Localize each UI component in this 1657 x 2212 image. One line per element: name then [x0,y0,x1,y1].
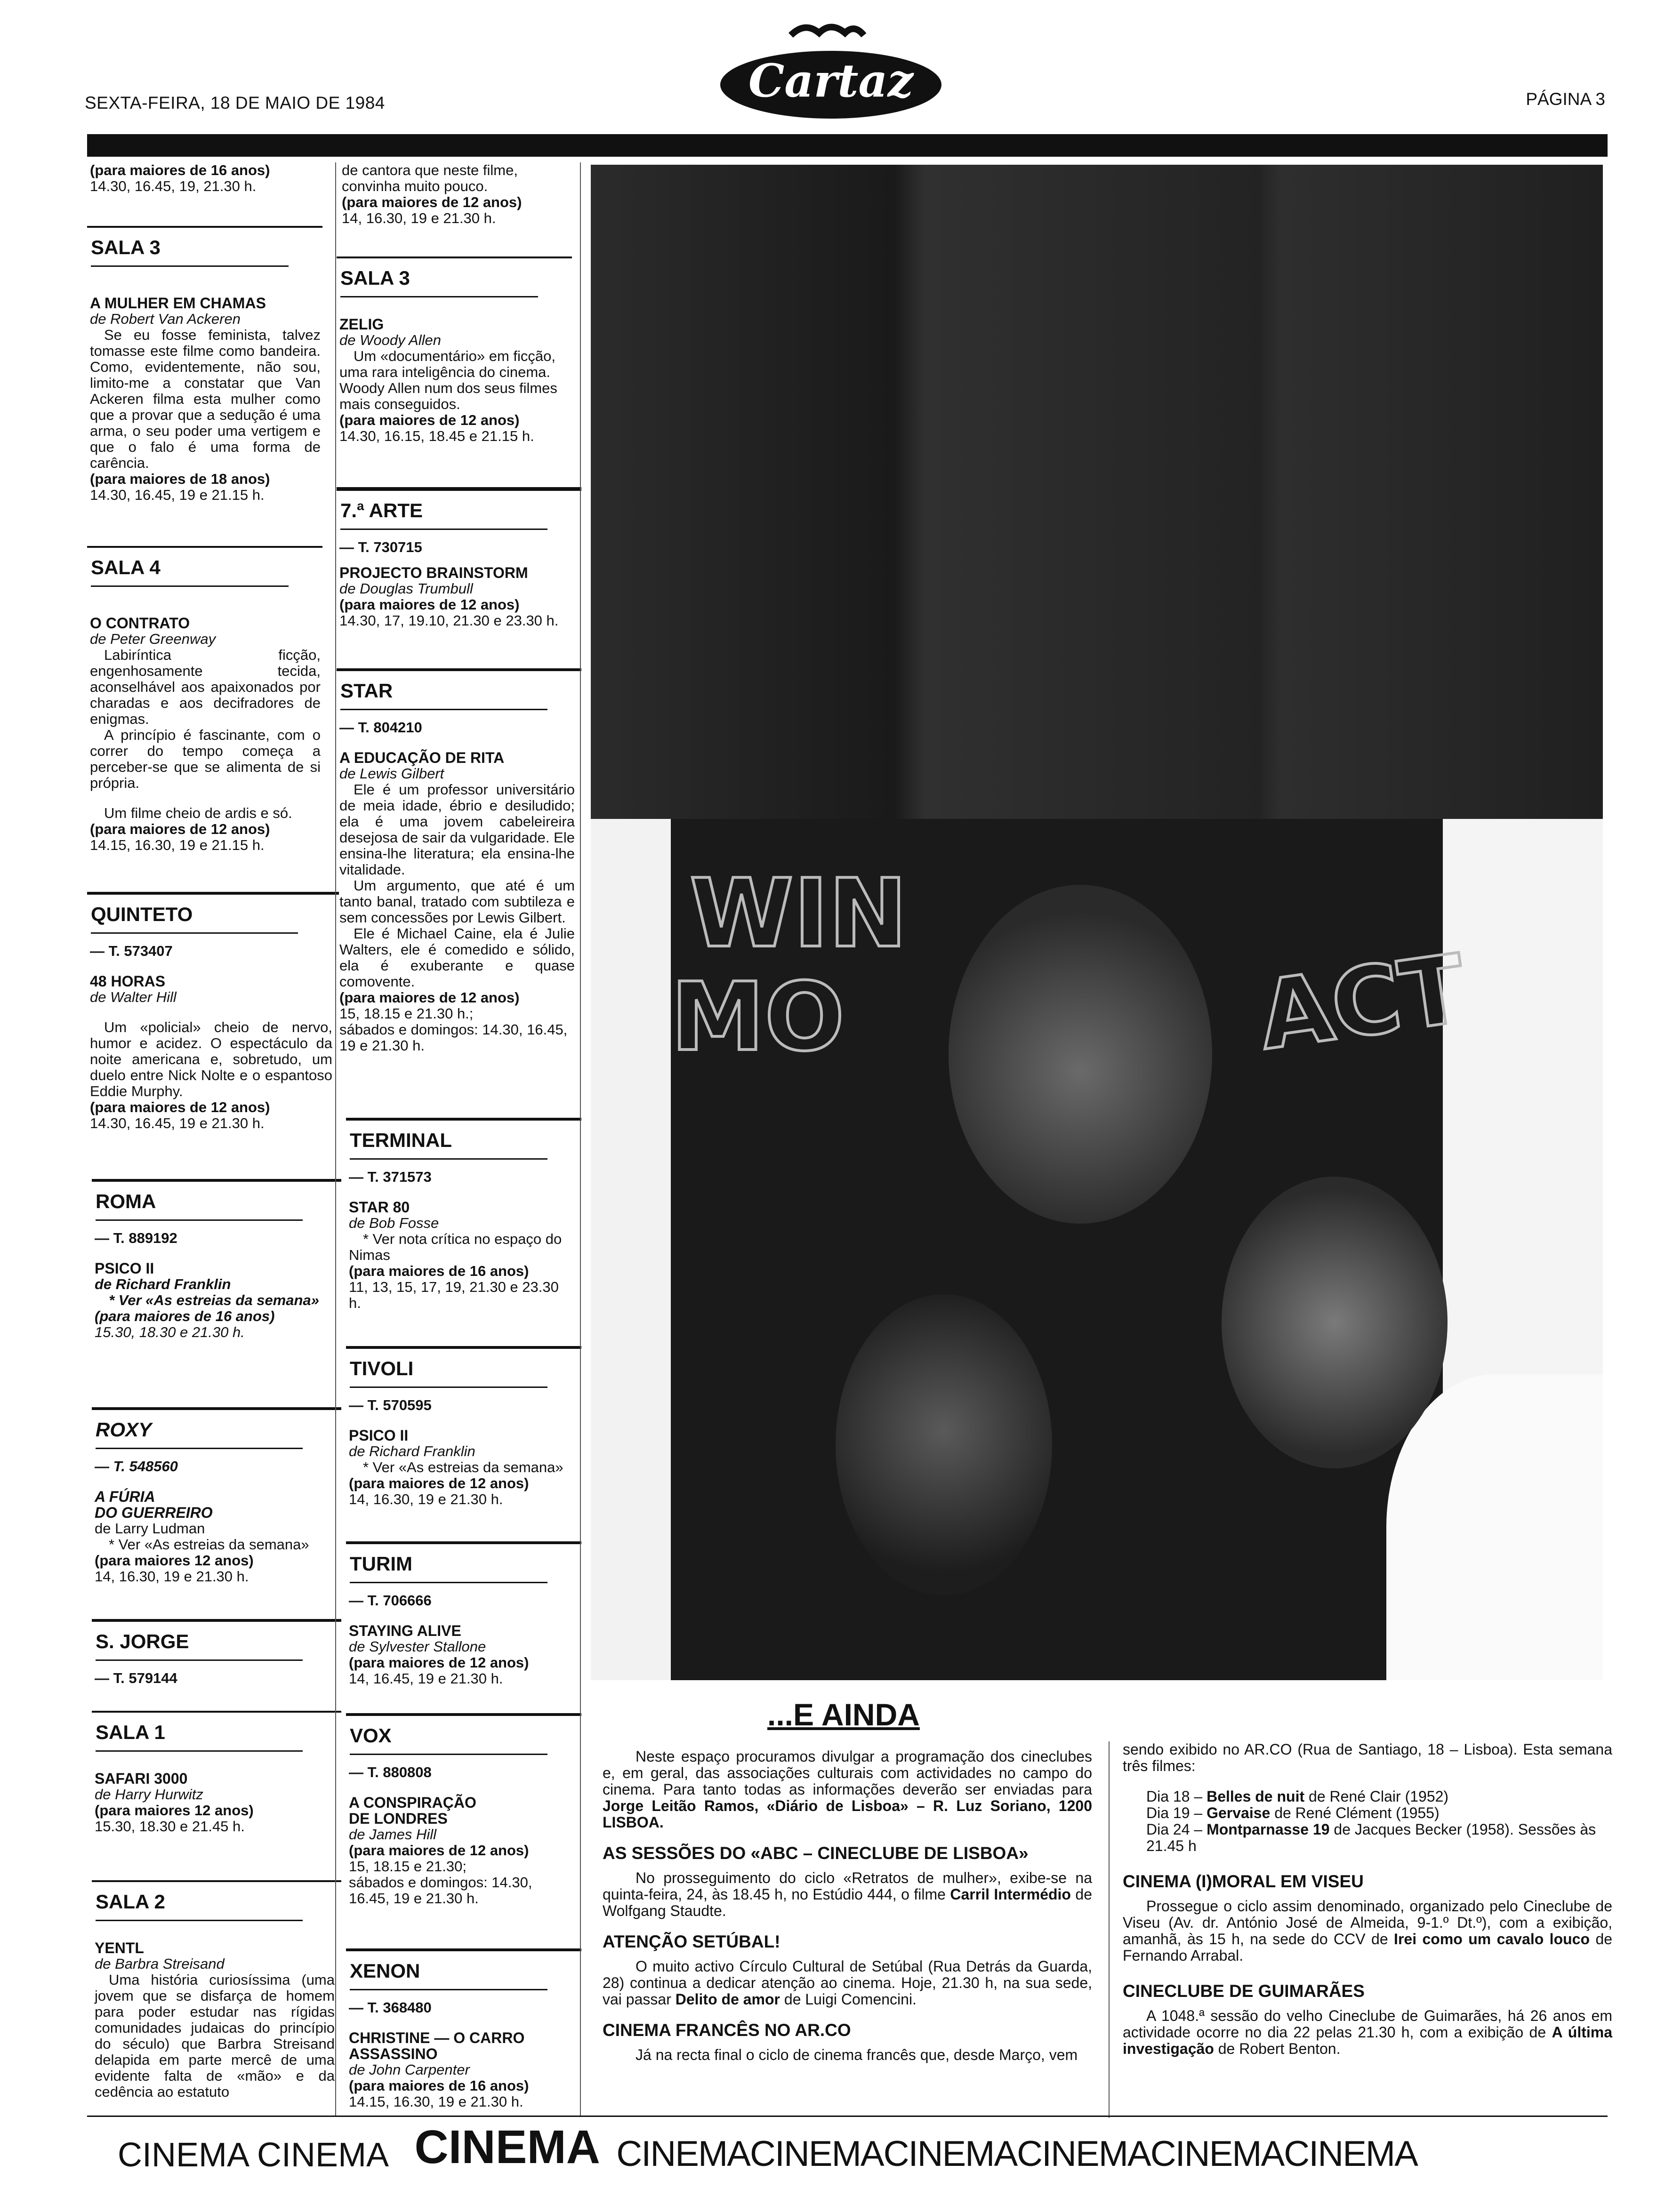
listings-column-2: de cantora que neste filme, convinha muito pouco. (para maiores de 12 anos) 14, 16.30, 19 e 21.30 h. [342,162,522,226]
cartaz-logo [716,16,946,129]
section-title: ...E AINDA [767,1697,920,1732]
header-bar [87,134,1608,157]
arco-heading: CINEMA FRANCÊS NO AR.CO [603,2020,851,2040]
face-shape [836,1294,1052,1595]
venue-s-jorge: S. JORGE — T. 579144 [92,1619,341,1686]
venue-star: STAR — T. 804210 A EDUCAÇÃO DE RITA de Lewis Gilbert Ele é um professor universitário de meia idade, ébrio e desiludido; ela é uma jovem cabeleireira desejosa de sair da vulgaridade. Ele ensina-lhe literatura; ela ensina-lhe vitalidade. Um argumento, que até é um tanto banal, tratado com subtileza e sem concessões por Lewis Gilbert. Ele é Michael Caine, ela é Julie Walters, ele é comedido e sólido, ela é exuberante e quase comovente. (para maiores de 12 anos) 15, 18.15 e 21.30 h.; sábados e domingos: 14.30, 16.45, 19 e 21.30 h. [337,668,581,1054]
setubal-heading: ATENÇÃO SETÚBAL! [603,1932,780,1951]
svg-text:WIN: WIN [690,859,908,969]
ainda-column-left: Neste espaço procuramos divulgar a programação dos cineclubes e, em geral, das associações culturais com actividades no campo do cinema. Para tanto todas as informações deverão ser enviadas para Jorge Leitão Ramos, «Diário de Lisboa» – R. Luz Soriano, 1200 LISBOA. AS SESSÕES DO «ABC – CINECLUBE DE LISBOA» No prosseguimento do ciclo «Retratos de mulher», exibe-se na quinta-feira, 24, às 18.45 h, no Estúdio 444, o filme Carril Intermédio de Wolfgang Staudte. ATENÇÃO SETÚBAL! O muito activo Círculo Cultural de Setúbal (Rua Detrás da Guarda, 28) continua a dedicar atenção ao cinema. Hoje, 21.30 h, na sua sede, vai passar Delito de amor de Luigi Comencini. CINEMA FRANCÊS NO AR.CO Já na recta final o ciclo de cinema francês que, desde Março, vem [603,1748,1093,2063]
venue-terminal: TERMINAL — T. 371573 STAR 80 de Bob Fosse * Ver nota crítica no espaço do Nimas (para maiores de 16 anos) 11, 13, 15, 17, 19, 21.30 e 23.30 h. [346,1118,581,1311]
venue-sala2: SALA 2 YENTL de Barbra Streisand Uma história curiosíssima (uma jovem que se disfarça de homem para poder estudar nas rígidas comunidades judaicas do princípio do século) que Barbra Streisand delapida em parte mercê de uma evidente falta de «mão» e da cedência ao estatuto [92,1880,341,2100]
venue-sala3: SALA 3 A MULHER EM CHAMAS de Robert Van Ackeren Se eu fosse feminista, talvez tomasse este filme como bandeira. Como, evidentemente, não sou, limito-me a constatar que Van Ackeren filma esta mulher como que a provar que a sedução é uma arma, o seu poder uma vertigem e que o falo é uma forma de carência. (para maiores de 18 anos) 14.30, 16.45, 19 e 21.15 h. [87,226,322,503]
venue-sala1: SALA 1 SAFARI 3000 de Harry Hurwitz (para maiores 12 anos) 15.30, 18.30 e 21.45 h. [92,1711,341,1835]
venue-vox: VOX — T. 880808 A CONSPIRAÇÃO DE LONDRES de James Hill (para maiores de 12 anos) 15, 18.15 e 21.30; sábados e domingos: 14.30, 16.45, 19 e 21.30 h. [346,1713,581,1907]
listings-column-1 [87,162,330,194]
issue-date: SEXTA-FEIRA, 18 DE MAIO DE 1984 [85,93,385,112]
face-shape [1222,1177,1448,1468]
film-still-photo [591,819,1603,1680]
venue-tivoli: TIVOLI — T. 570595 PSICO II de Richard Franklin * Ver «As estreias da semana» (para maiores de 12 anos) 14, 16.30, 19 e 21.30 h. [346,1346,581,1507]
venue-sala4: SALA 4 O CONTRATO de Peter Greenway Labiríntica ficção, engenhosamente tecida, aconselhável aos apaixonados por charadas e aos decifradores de enigmas. A princípio é fascinante, com o correr do tempo começa a perceber-se que se alimenta de si própria. Um filme cheio de ardis e só. (para maiores de 12 anos) 14.15, 16.30, 19 e 21.15 h. [87,546,322,853]
column-divider [580,162,581,2116]
page-number: PÁGINA 3 [1526,89,1605,109]
column-divider [335,162,336,2116]
venue-sala3-b: SALA 3 ZELIG de Woody Allen Um «documentário» em ficção, uma rara inteligência do cinema. Woody Allen num dos seus filmes mais conseguidos. (para maiores de 12 anos) 14.30, 16.15, 18.45 e 21.15 h. [337,256,572,444]
abc-heading: AS SESSÕES DO «ABC – CINECLUBE DE LISBOA» [603,1843,1029,1863]
face-shape [949,885,1212,1224]
venue-quinteto: QUINTETO — T. 573407 48 HORAS de Walter Hill Um «policial» cheio de nervo, humor e acidez. O espectáculo da noite americana e, sobretudo, um duelo entre Nick Nolte e o espantoso Eddie Murphy. (para maiores de 12 anos) 14.30, 16.45, 19 e 21.30 h. [87,892,339,1131]
venue-roxy: ROXY — T. 548560 A FÚRIA DO GUERREIRO de Larry Ludman * Ver «As estreias da semana» (para maiores 12 anos) 14, 16.30, 19 e 21.30 h. [92,1407,341,1585]
svg-text:ACT: ACT [1252,934,1472,1072]
viseu-heading: CINEMA (I)MORAL EM VISEU [1123,1872,1364,1891]
listing-entry: (para maiores de 16 anos) 14.30, 16.45, 19, 21.30 h. [90,162,270,194]
banner-rule [87,2116,1608,2117]
faded-photo [591,165,1603,819]
svg-text:MO: MO [671,962,845,1072]
guimaraes-heading: CINECLUBE DE GUIMARÃES [1123,1981,1365,2001]
venue-turim: TURIM — T. 706666 STAYING ALIVE de Sylvester Stallone (para maiores de 12 anos) 14, 16.45, 19 e 21.30 h. [346,1541,581,1687]
venue-xenon: XENON — T. 368480 CHRISTINE — O CARRO ASSASSINO de John Carpenter (para maiores de 16 anos) 14.15, 16.30, 19 e 21.30 h. [346,1948,581,2110]
ainda-column-right: sendo exibido no AR.CO (Rua de Santiago, 18 – Lisboa). Esta semana três filmes: Dia 18 – Belles de nuit de René Clair (1952) Dia 19 – Gervaise de René Clément (1955) Dia 24 – Montparnasse 19 de Jacques Becker (1958). Sessões às 21.45 h CINEMA (I)MORAL EM VISEU Prossegue o ciclo assim denominado, organizado pelo Cineclube de Viseu (Av. dr. António José de Almeida, 9-1.º Dt.º), com a exibição, amanhã, às 15 h, na sede do CCV de Irei como um cavalo louco de Fernando Arrabal. CINECLUBE DE GUIMARÃES A 1048.ª sessão do velho Cineclube de Guimarães, há 26 anos em actividade ocorre no dia 22 pelas 21.30 h, com a exibição de A última investigação de Robert Benton. [1123,1741,1613,2057]
venue-roma: ROMA — T. 889192 PSICO II de Richard Franklin * Ver «As estreias da semana» (para maiores de 16 anos) 15.30, 18.30 e 21.30 h. [92,1179,341,1340]
svg-text:Cartaz: Cartaz [748,54,914,107]
venue-7-arte: 7.ª ARTE — T. 730715 PROJECTO BRAINSTORM de Douglas Trumbull (para maiores de 12 anos) 14.30, 17, 19.10, 21.30 e 23.30 h. [337,487,581,629]
column-divider [1109,1741,1110,2118]
cinema-banner: CINEMA CINEMA CINEMA CINEMACINEMACINEMACINEMACINEMACINEMA [118,2121,1417,2174]
